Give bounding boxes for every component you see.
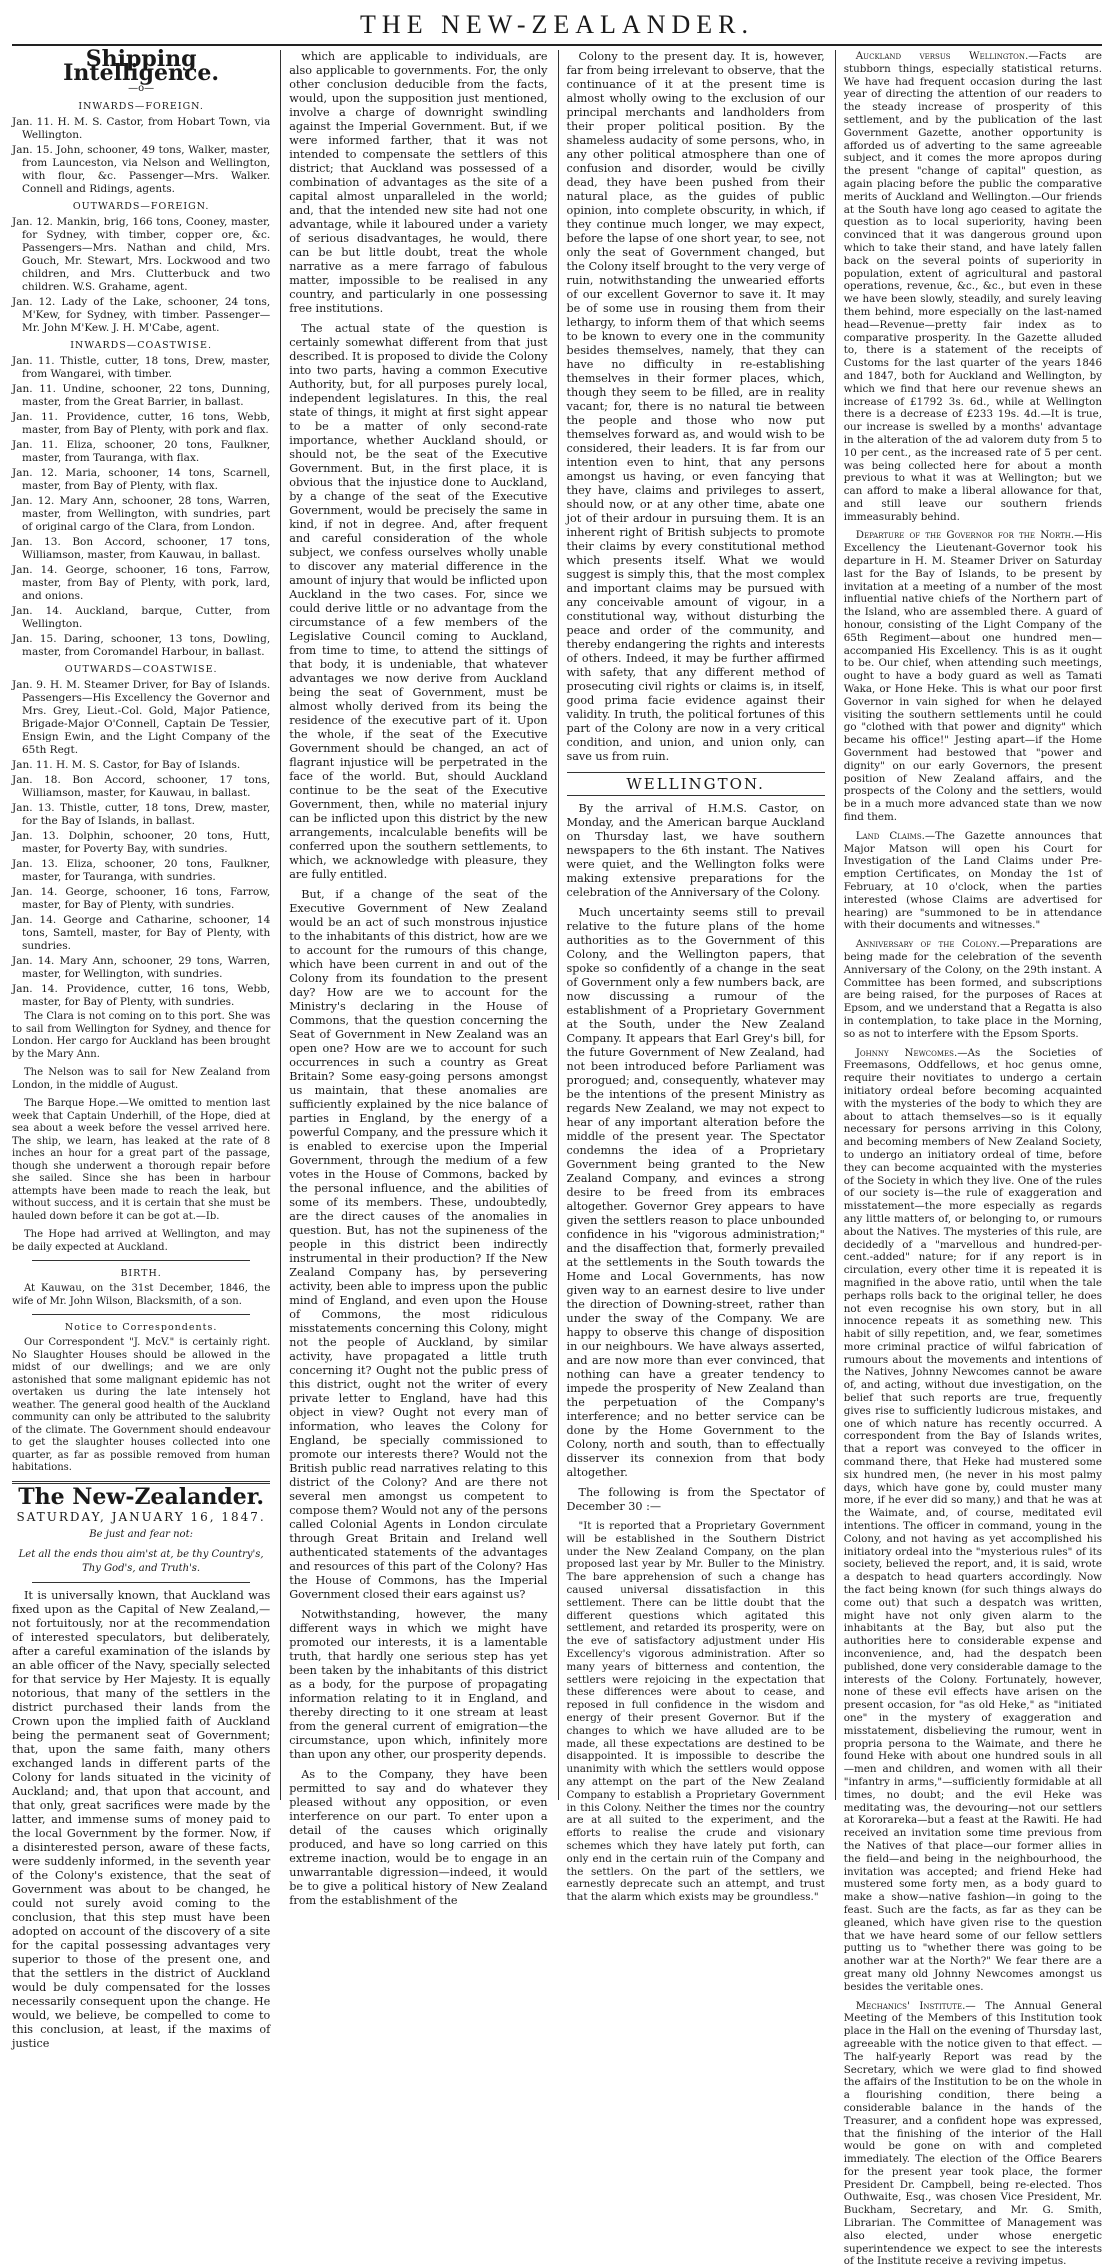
list-item: Jan. 12. Maria, schooner, 14 tons, Scarnell, master, from Bay of Plenty, with flax. (12, 467, 271, 492)
column-2 (280, 50, 548, 1907)
inwards-foreign-heading: INWARDS—FOREIGN. (78, 101, 204, 112)
inwards-coastwise-list (12, 355, 270, 659)
list-item: Jan. 13. Eliza, schooner, 20 tons, Faulkner, master, for Tauranga, with sundries. (12, 858, 271, 883)
outwards-foreign-heading: OUTWARDS—FOREIGN. (72, 201, 210, 212)
inwards-coastwise-heading: INWARDS—COASTWISE. (70, 340, 212, 351)
shipping-note: The Nelson was to sail for New Zealand from London, in the middle of August. (12, 1067, 271, 1091)
birth-notice: At Kauwau, on the 31st December, 1846, the wife of Mr. John Wilson, Blacksmith, of a son. (12, 1283, 271, 1307)
motto-line-2: Let all the ends thou aim'st at, be thy Country's, Thy God's, and Truth's. (18, 1548, 264, 1574)
wellington-paragraph: By the arrival of H.M.S. Castor, on Monday, and the American barque Auckland on Thursday last, we have southern newspapers to the 6th instant. The Natives were quiet, and the Wellington folks were making extensive preparations for the celebration of the Anniversary of the Colony. (566, 802, 825, 899)
notice-text: Our Correspondent "J. McV." is certainly right. No Slaughter Houses should be allowed in the midst of our dwellings; and we are only astonished that some malignant epidemic has not overtaken us during the late intensely hot weather. The general good health of the Auckland community can only be attributed to the salubrity of the climate. The Government should endeavour to get the slaughter houses collected into one quarter, as far as possible removed from human habitations. (12, 1337, 271, 1473)
outwards-coastwise-heading: OUTWARDS—COASTWISE. (64, 664, 218, 675)
list-item: Jan. 13. Bon Accord, schooner, 17 tons, Williamson, master, from Kauwau, in ballast. (12, 536, 271, 561)
paper-title: The New-Zealander. (18, 1483, 264, 1510)
news-item-head: Johnny Newcomes. (855, 1046, 958, 1059)
news-item (844, 830, 1102, 932)
wellington-paragraph: The following is from the Spectator of December 30 :— (566, 1486, 825, 1513)
shipping-title: Shipping Intelligence. (63, 46, 220, 86)
list-item: Jan. 14. George, schooner, 16 tons, Farrow, master, from Bay of Plenty, with pork, lard, and onions. (12, 564, 271, 602)
divider (32, 1582, 250, 1583)
editorial-paragraph: It is universally known, that Auckland was fixed upon as the Capital of New Zealand,—not fortuitously, nor at the recommendation of interested speculators, but deliberately, after a careful examination of the islands by an able officer of the Navy, specially selected for that service by Her Majesty. It is equally notorious, that many of the settlers in the district purchased their lands from the Crown upon the implied faith of Auckland being the permanent seat of Government; that, upon the same faith, many others exchanged lands in different parts of the Colony for lands situated in the vicinity of Auckland; and, that upon that account, and that only, great sacrifices were made by the latter, and immense sums of money paid to the local Government by the former. Now, if a disinterested person, aware of these facts, were suddenly informed, in the seventh year of the Colony's existence, that the seat of Government was about to be changed, he could not surely avoid coming to the conclusion, that this step must have been adopted on account of the discovery of a site for the capital possessing advantages very superior to those of the present one, and that the settlers in the district of Auckland would be duly compensated for the losses necessarily consequent upon the change. He would, we believe, be compelled to come to this conclusion, at least, if the maxims of justice (12, 1588, 271, 2050)
shipping-note: The Clara is not coming on to this port. She was to sail from Wellington for Sydney, and thence for London. Her cargo for Auckland has been brought by the Mary Ann. (12, 1011, 271, 1060)
list-item: Jan. 14. George and Catharine, schooner, 14 tons, Samtell, master, for Bay of Plenty, with sundries. (12, 914, 271, 952)
wellington-heading: WELLINGTON. (567, 772, 825, 796)
issue-date: SATURDAY, JANUARY 16, 1847. (16, 1509, 266, 1524)
list-item: Jan. 11. Eliza, schooner, 20 tons, Faulkner, master, from Tauranga, with flax. (12, 439, 271, 464)
list-item: Jan. 11. H. M. S. Castor, from Hobart Town, via Wellington. (12, 116, 271, 141)
list-item: Jan. 12. Mankin, brig, 166 tons, Cooney, master, for Sydney, with timber, copper ore, &c. Passengers—Mrs. Nathan and child, Mrs. Gouch, Mr. Stewart, Mrs. Lockwood and two children, and Mrs. Clutterbuck and two children. W.S. Grahame, agent. (12, 216, 271, 293)
shipping-notes (12, 1011, 270, 1254)
inwards-foreign-list (12, 116, 270, 196)
news-item-text: —The Gazette announces that Major Matson will open his Court for Investigation of the Land Claims under Pre-emption Certificates, on Monday the 1st of February, at 10 o'clock, when the parties interested (whose Claims are advertised for hearing) are "summoned to be in attendance with their documents and witnesses." (843, 829, 1102, 932)
column-4 (835, 50, 1103, 2268)
news-item-text: —As the Societies of Freemasons, Oddfellows, et hoc genus omne, require their novitiates to undergo a certain initiatory ordeal before becoming acquainted with the mysteries of the body to which they are about to attach themselves—so is it equally necessary for persons arriving in this Colony, and becoming members of New Zealand Society, to undergo an initiatory ordeal of time, before they can become acquainted with the mysteries of the Society in which they live. One of the rules of our society is—the rule of exaggeration and misstatement—the more especially as regards any little matters of, or belonging to, or rumours about the Natives. The mysteries of this rule, are decidedly of a "marvellous and hundred-per-cent.-added" nature; for if any report is in circulation, every other time it is repeated it is magnified in the above ratio, until when the tale perhaps rolls back to the original teller, he does not even recognise his own story, but in all innocence repeats it as something new. This habit of silly repetition, and, we fear, sometimes more criminal practice of wilful fabrication of rumours about the movements and intentions of the Natives, Johnny Newcomes cannot be aware of, and acting, without due investigation, on the belief that such reports are true, frequently gives rise to sufficiently ludicrous mistakes, and one of which nature has recently occurred. A correspondent from the Bay of Islands writes, that a report was conveyed to the officer in command there, that Heke had mustered some six hundred men, (he never in his most palmy days, which have gone by, could muster many more, if he ever did so many,) and that he was at the Waimate, and, of course, meditated evil intentions. The officer in command, young in the Colony, and not having as yet accomplished his initiatory ordeal into the "mysterious rules" of its society, believed the report, and, it is said, wrote a despatch to head quarters accordingly. Now the fact being known (for such things always do come out) that such a despatch was written, might have not only given alarm to the inhabitants at the Bay, but also put the authorities here to considerable expense and inconvenience, and, had the despatch been published, done very considerable damage to the interests of the Colony. Fortunately, however, none of these evil effects have arisen on the present occasion, for "as old Heke," as "initiated one" in the mystery of exaggeration and misstatement, disbelieving the rumour, went in propria persona to the Waimate, and there he found Heke with about one hundred souls in all—men and children, and women with all their "infantry in arms,"—sufficiently formidable at all times, no doubt; and the evil Heke was meditating was, the devouring—not our settlers at Kororareka—but a feast at the Rawiti. He had received an invitation some time previous from the Natives of that place—our former allies in the field—and being in the neighbourhood, the invitation was accepted; and friend Heke had mustered some forty men, as a body guard to make a show—native fashion—in going to the feast. Such are the facts, as far as they can be gleaned, which have given rise to the question that we have heard some of our fellow settlers putting us to "whether there was going to be another war at the North?" We fear there are a great many old Johnny Newcomes amongst us besides the veritable ones. (843, 1046, 1102, 1993)
list-item: Jan. 11. Undine, schooner, 22 tons, Dunning, master, from the Great Barrier, in ballast. (12, 383, 271, 408)
news-item (844, 938, 1102, 1040)
list-item: Jan. 13. Thistle, cutter, 18 tons, Drew, master, for the Bay of Islands, in ballast. (12, 802, 271, 827)
column-1 (12, 46, 271, 2050)
masthead: THE NEW-ZEALANDER. (12, 10, 1102, 46)
wellington-paragraph: Much uncertainty seems still to prevail relative to the future plans of the home authorities as to the Government of this Colony, and the Wellington papers, that spoke so confidently of a change in the seat of Government only a few numbers back, are now discussing a rumour of the establishment of a Proprietary Government at the South, under the New Zealand Company. It appears that Earl Grey's bill, for the future Government of New Zealand, had not been introduced before Parliament was prorogued; and, consequently, whatever may be the intentions of the present Ministry as regards New Zealand, we may not expect to hear of any important alteration before the middle of the present year. The Spectator condemns the idea of a Proprietary Government being granted to the New Zealand Company, and evinces a strong desire to be freed from its embraces altogether. Governor Grey appears to have given the settlers reason to place unbounded confidence in his "vigorous administration;" and the disaffection that, formerly prevailed at the settlements in the South towards the Home and Local Governments, has now given way to an earnest desire to live under the direction of Downing-street, rather than under the sway of the Company. We are happy to observe this change of disposition in our neighbours. We have always asserted, and are now more than ever convinced, that nothing can have a greater tendency to impede the prosperity of New Zealand than the perpetuation of the Company's interference; and no better service can be done by the Home Government to the Colony, north and south, than to effectually disserver its connexion from that body altogether. (566, 906, 825, 1479)
news-item-text: —Facts are stubborn things, especially statistical returns. We have had frequent occasion during the last year of directing the attention of our readers to the steady increase of prosperity of this settlement, and by the publication of the last Government Gazette, another opportunity is afforded us of adverting to the same agreeable subject, and it comes the more apropos during the present "change of capital" question, as again placing before the public the comparative merits of Auckland and Wellington.—Our friends at the South have long ago ceased to agitate the question as to local superiority, having been convinced that it was dangerous ground upon which to take their stand, and have lately fallen back on the several points of superiority in population, extent of agricultural and pastoral operations, revenue, &c., &c., but even in these we have been slowly, steadily, and surely leaving them behind, more especially on the last-named head—Revenue—pretty fair index as to comparative prosperity. In the Gazette alluded to, there is a statement of the receipts of Customs for the last quarter of the years 1846 and 1847, both for Auckland and Wellington, by which we find that here our revenue shews an increase of £1792 3s. 6d., while at Wellington there is a decrease of £233 19s. 4d.—It is true, our increase is swelled by a months' advantage in the alteration of the ad valorem duty from 5 to 10 per cent., as the increased rate of 5 per cent. was being collected here for about a month previous to what it was at Wellington; but we can afford to make a liberal allowance for that, and still leave our southern friends immeasurably behind. (843, 50, 1102, 523)
outwards-coastwise-list (12, 679, 270, 1009)
news-item-head: Auckland versus Wellington. (855, 50, 1029, 62)
list-item: Jan. 14. Mary Ann, schooner, 29 tons, Warren, master, for Wellington, with sundries. (12, 955, 271, 980)
editorial-paragraph: As to the Company, they have been permitted to say and do whatever they pleased without any opposition, or even interference on our part. To enter upon a detail of the causes which originally produced, and have so long carried on this extreme inaction, would be to engage in an unwarrantable digression—indeed, it would be to give a political history of New Zealand from the establishment of the (289, 1768, 548, 1907)
shipping-note: The Hope had arrived at Wellington, and may be daily expected at Auckland. (12, 1229, 271, 1253)
list-item: Jan. 18. Bon Accord, schooner, 17 tons, Williamson, master, for Kauwau, in ballast. (12, 774, 271, 799)
list-item: Jan. 12. Mary Ann, schooner, 28 tons, Warren, master, from Wellington, with sundries, part of original cargo of the Clara, from London. (12, 495, 271, 533)
news-item-head: Land Claims. (855, 829, 925, 842)
spectator-quote: "It is reported that a Proprietary Government will be established in the Southern District under the New Zealand Company, on the plan proposed last year by Mr. Buller to the Ministry. The bare apprehension of such a change has caused universal dissatisfaction in this settlement. There can be little doubt that the different questions which agitated this settlement, and retarded its prosperity, were on the eve of satisfactory adjustment under His Excellency's vigorous administration. After so many years of bitterness and contention, the settlers were rejoicing in the expectation that these differences were about to cease, and reposed in full confidence in the wisdom and energy of their present Governor. But if the changes to which we have alluded are to be made, all these expectations are destined to be disappointed. It is impossible to describe the unanimity with which the settlers would oppose any attempt on the part of the New Zealand Company to establish a Proprietary Government in this Colony. Neither the times nor the country are at all suited to the experiment, and the efforts to realise the crude and visionary schemes which they have lately put forth, can only end in the certain ruin of the Company and the settlers. On the part of the settlers, we earnestly deprecate such an attempt, and trust that the alarm which exists may be groundless." (566, 1520, 825, 1904)
columns (12, 46, 1103, 2268)
divider (32, 1314, 250, 1315)
divider (32, 1260, 250, 1261)
list-item: Jan. 15. John, schooner, 49 tons, Walker, master, from Launceston, via Nelson and Wellington, with flour, &c. Passenger—Mrs. Walker. Connell and Ridings, agents. (12, 144, 271, 195)
editorial-paragraph: Notwithstanding, however, the many different ways in which we might have promoted our interests, it is a lamentable truth, that hardly one serious step has yet been taken by the inhabitants of this district as a body, for the purpose of propagating information relating to it in England, and thereby directing to it one stream at least from the general current of emigration—the circumstance, upon which, infinitely more than upon any other, our prosperity depends. (289, 1608, 548, 1761)
news-item (844, 50, 1102, 523)
outwards-foreign-list (12, 216, 270, 335)
news-item (844, 2000, 1102, 2268)
editorial-paragraph: But, if a change of the seat of the Executive Government of New Zealand would be an act of such monstrous injustice to the inhabitants of this district, how are we to account for the rumours of this change, which have been current in and out of the Colony from its foundation to the present day? How are we to account for the Ministry's declaring in the House of Commons, that the question concerning the Seat of Government in New Zealand was an open one? How are we to account for such occurrences in such a country as Great Britain? Some easy-going persons amongst us maintain, that these anomalies are sufficiently explained by the nice balance of parties in England, by the energy of a powerful Company, and the pressure which it is enabled to exercise upon the Imperial Government, through the medium of a few votes in the House of Commons, backed by the personal influence, and the abilities of some of its members. These, undoubtedly, are the direct causes of the anomalies in question. But, has not the supineness of the people in this district been indirectly instrumental in their production? If the New Zealand Company has, by persevering activity, been able to impress upon the public mind of England, and even upon the House of Commons, the most ridiculous misstatements concerning this Colony, might not the people of Auckland, by similar activity, have propagated a little truth concerning it? Ought not the public press of this district, ought not the writer of every private letter to England, have had this object in view? Ought not every man of information, who leaves the Colony for England, be specially commissioned to promote our interests there? Would not the British public read narratives relating to this district of the Colony? And are there not several men amongst us competent to compose them? Would not any of the persons called Colonial Agents in London circulate through Great Britain and Ireland well authenticated statements of the advantages and resources of this part of the Colony? Has the House of Commons, has the Imperial Government closed their ears against us? (289, 888, 548, 1601)
list-item: Jan. 13. Dolphin, schooner, 20 tons, Hutt, master, for Poverty Bay, with sundries. (12, 830, 271, 855)
list-item: Jan. 14. Providence, cutter, 16 tons, Webb, master, for Bay of Plenty, with sundries. (12, 983, 271, 1008)
list-item: Jan. 15. Daring, schooner, 13 tons, Dowling, master, from Coromandel Harbour, in ballast. (12, 633, 271, 658)
news-item (844, 529, 1102, 823)
motto-line-1: Be just and fear not: (89, 1528, 193, 1540)
news-item-head: Anniversary of the Colony. (855, 938, 1000, 951)
editorial-paragraph: Colony to the present day. It is, however, far from being irrelevant to observe, that the continuance of it at the present time is almost wholly owing to the exclusion of our principal merchants and landholders from their proper political position. By the shameless audacity of some persons, who, in any other political atmosphere than one of confusion and disorder, would be civilly dead, they have been pushed from their natural place, as the guides of public opinion, into complete obscurity, in which, if they continue much longer, we may expect, before the lapse of one short year, to see, not only the seat of Government changed, but the Colony itself brought to the very verge of ruin, notwithstanding the unwearied efforts of our excellent Governor to save it. It may be of some use in rousing them from their lethargy, to inform them of that which seems to be known to every one in the community besides themselves, namely, that they can have no difficulty in re-establishing themselves in their former places, which, though they seem to be filled, are in reality vacant; for, there is no natural tie between the people and those who now put themselves forward as, and would wish to be considered, their leaders. It is far from our intention even to hint, that any persons amongst us having, or even fancying that they have, claims and privileges to assert, should now, or at any other time, abate one jot of their ardour in pursuing them. It is an inherent right of British subjects to promote their claims by every constitutional method which presents itself. What we would suggest is simply this, that the most complex and important claims may be pursued with any conceivable amount of vigour, in a constitutional way, without disturbing the peace and order of the community, and thereby endangering the rights and interests of others. Indeed, it may be further affirmed with safety, that any different method of prosecuting civil rights or claims is, in itself, good prima facie evidence against their validity. In truth, the political fortunes of this part of the Colony are now in a very critical condition, and union, and union only, can save us from ruin. (566, 50, 825, 763)
birth-heading: BIRTH. (120, 1268, 162, 1279)
news-item (844, 1047, 1102, 1994)
editorial-paragraph: which are applicable to individuals, are also applicable to governments. For, the only other conclusion deducible from the facts, would, upon the supposition just mentioned, involve a charge of downright swindling against the Imperial Government. But, if we were informed farther, that it was not intended to compensate the settlers of this district; that Auckland was possessed of a combination of advantages as the site of a capital almost unparalleled in the world; and, that the intended new site had not one advantage, while it laboured under a variety of serious disadvantages, he would, there can be but little doubt, treat the whole narrative as a mere farrago of fabulous matter, impossible to be realised in any country, and particularly in one possessing free institutions. (289, 50, 548, 315)
news-item-text: —Preparations are being made for the celebration of the seventh Anniversary of the Colony, on the 29th instant. A Committee has been formed, and subscriptions are being raised, for the purposes of Races at Epsom, and we understand that a Regatta is also in contemplation, to take place in the Morning, so as not to interfere with the Epsom Sports. (843, 938, 1102, 1040)
list-item: Jan. 14. George, schooner, 16 tons, Farrow, master, for Bay of Plenty, with sundries. (12, 886, 271, 911)
editorial-paragraph: The actual state of the question is certainly somewhat different from that just described. It is proposed to divide the Colony into two parts, having a common Executive Authority, but, for all purposes purely local, independent legislatures. In this, the real state of things, it might at first sight appear to be a matter of only second-rate importance, whether Auckland should, or should not, be the seat of the Executive Government. But, in the first place, it is obvious that the injustice done to Auckland, by a change of the seat of the Executive Government, would be precisely the same in kind, if not in degree. And, after frequent and careful consideration of the whole subject, we confess ourselves wholly unable to discover any material difference in the amount of injury that would be inflicted upon Auckland in the two cases. For, since we could derive little or no advantage from the circumstance of a few members of the Legislative Council coming to Auckland, from time to time, to attend the sittings of that body, it is undeniable, that whatever advantages we now derive from Auckland being the seat of Government, must be almost wholly derived from its being the residence of the executive part of it. Upon the whole, if the seat of the Executive Government should be changed, an act of flagrant injustice will be perpetrated in the face of the world. But, should Auckland continue to be the seat of the Executive Government, then, while no material injury can be inflicted upon this district by the new arrangements, incalculable benefits will be conferred upon the southern settlements, to which, we acknowledge with pleasure, they are fully entitled. (289, 322, 548, 881)
list-item: Jan. 14. Auckland, barque, Cutter, from Wellington. (12, 605, 271, 630)
shipping-note: The Barque Hope.—We omitted to mention last week that Captain Underhill, of the Hope, died at sea about a week before the vessel arrived here. The ship, we learn, has leaked at the rate of 8 inches an hour for a great part of the passage, though she underwent a thorough repair before she sailed. Since she has been in harbour attempts have been made to reach the leak, but without success, and it is certain that she must be hauled down before it can be got at.—Ib. (12, 1098, 271, 1222)
list-item: Jan. 12. Lady of the Lake, schooner, 24 tons, M'Kew, for Sydney, with timber. Passenger—Mr. John M'Kew. J. H. M'Cabe, agent. (12, 296, 271, 334)
shipping-separator: —o— (128, 83, 155, 94)
news-item-text: — The Annual General Meeting of the Members of this Institution took place in the Hall on the evening of Thursday last, agreeable with the notice given to that effect. — The half-yearly Report was read by the Secretary, which we were glad to find showed the affairs of the Institution to be on the whole in a flourishing condition, there being a considerable balance in the hands of the Treasurer, and a confident hope was expressed, that the finishing of the interior of the Hall would be gone on with and completed immediately. The election of the Office Bearers for the present year took place, the former President Dr. Campbell, being re-elected. Thos Outhwaite, Esq., was chosen Vice President, Mr. Buckham, Secretary, and Mr. G. Smith, Librarian. The Committee of Management was also elected, under whose energetic superintendence we expect to see the interests of the Institute receive a reviving impetus. (843, 1999, 1103, 2268)
news-item-head: Mechanics' Institute. (855, 1999, 966, 2012)
list-item: Jan. 11. Thistle, cutter, 18 tons, Drew, master, from Wangarei, with timber. (12, 355, 271, 380)
news-item-text: —His Excellency the Lieutenant-Governor took his departure in H. M. Steamer Driver on Saturday last for the Bay of Islands, to be present by invitation at a meeting of a number of the most influential native chiefs of the Northern part of the Island, who are assembled there. A guard of honour, consisting of the Light Company of the 65th Regiment—about one hundred men—accompanied His Excellency. This is as it ought to be. Our chief, when attending such meetings, ought to have a body guard as well as Tamati Waka, or Hone Heke. This is what our poor first Governor in vain sighed for when he delayed visiting the southern settlements until he could go "clothed with that power and dignity" which became his office!" Jesting apart—if the Home Government had bestowed that "power and dignity" on our early Governors, the present position of New Zealand affairs, and the prospects of the Colony and the settlers, would be in a much more advanced state than we now find them. (843, 529, 1102, 824)
column-3 (558, 50, 825, 1904)
news-item-head: Departure of the Governor for the North. (855, 529, 1075, 542)
list-item: Jan. 9. H. M. Steamer Driver, for Bay of Islands. Passengers—His Excellency the Governor and Mrs. Grey, Lieut.-Col. Gold, Major Patience, Brigade-Major O'Connell, Captain De Tessier, Ensign Ewin, and the Light Company of the 65th Regt. (12, 679, 271, 756)
notice-heading: Notice to Correspondents. (64, 1322, 218, 1333)
list-item: Jan. 11. Providence, cutter, 16 tons, Webb, master, from Bay of Plenty, with pork and flax. (12, 411, 271, 436)
list-item: Jan. 11. H. M. S. Castor, for Bay of Islands. (12, 759, 241, 771)
